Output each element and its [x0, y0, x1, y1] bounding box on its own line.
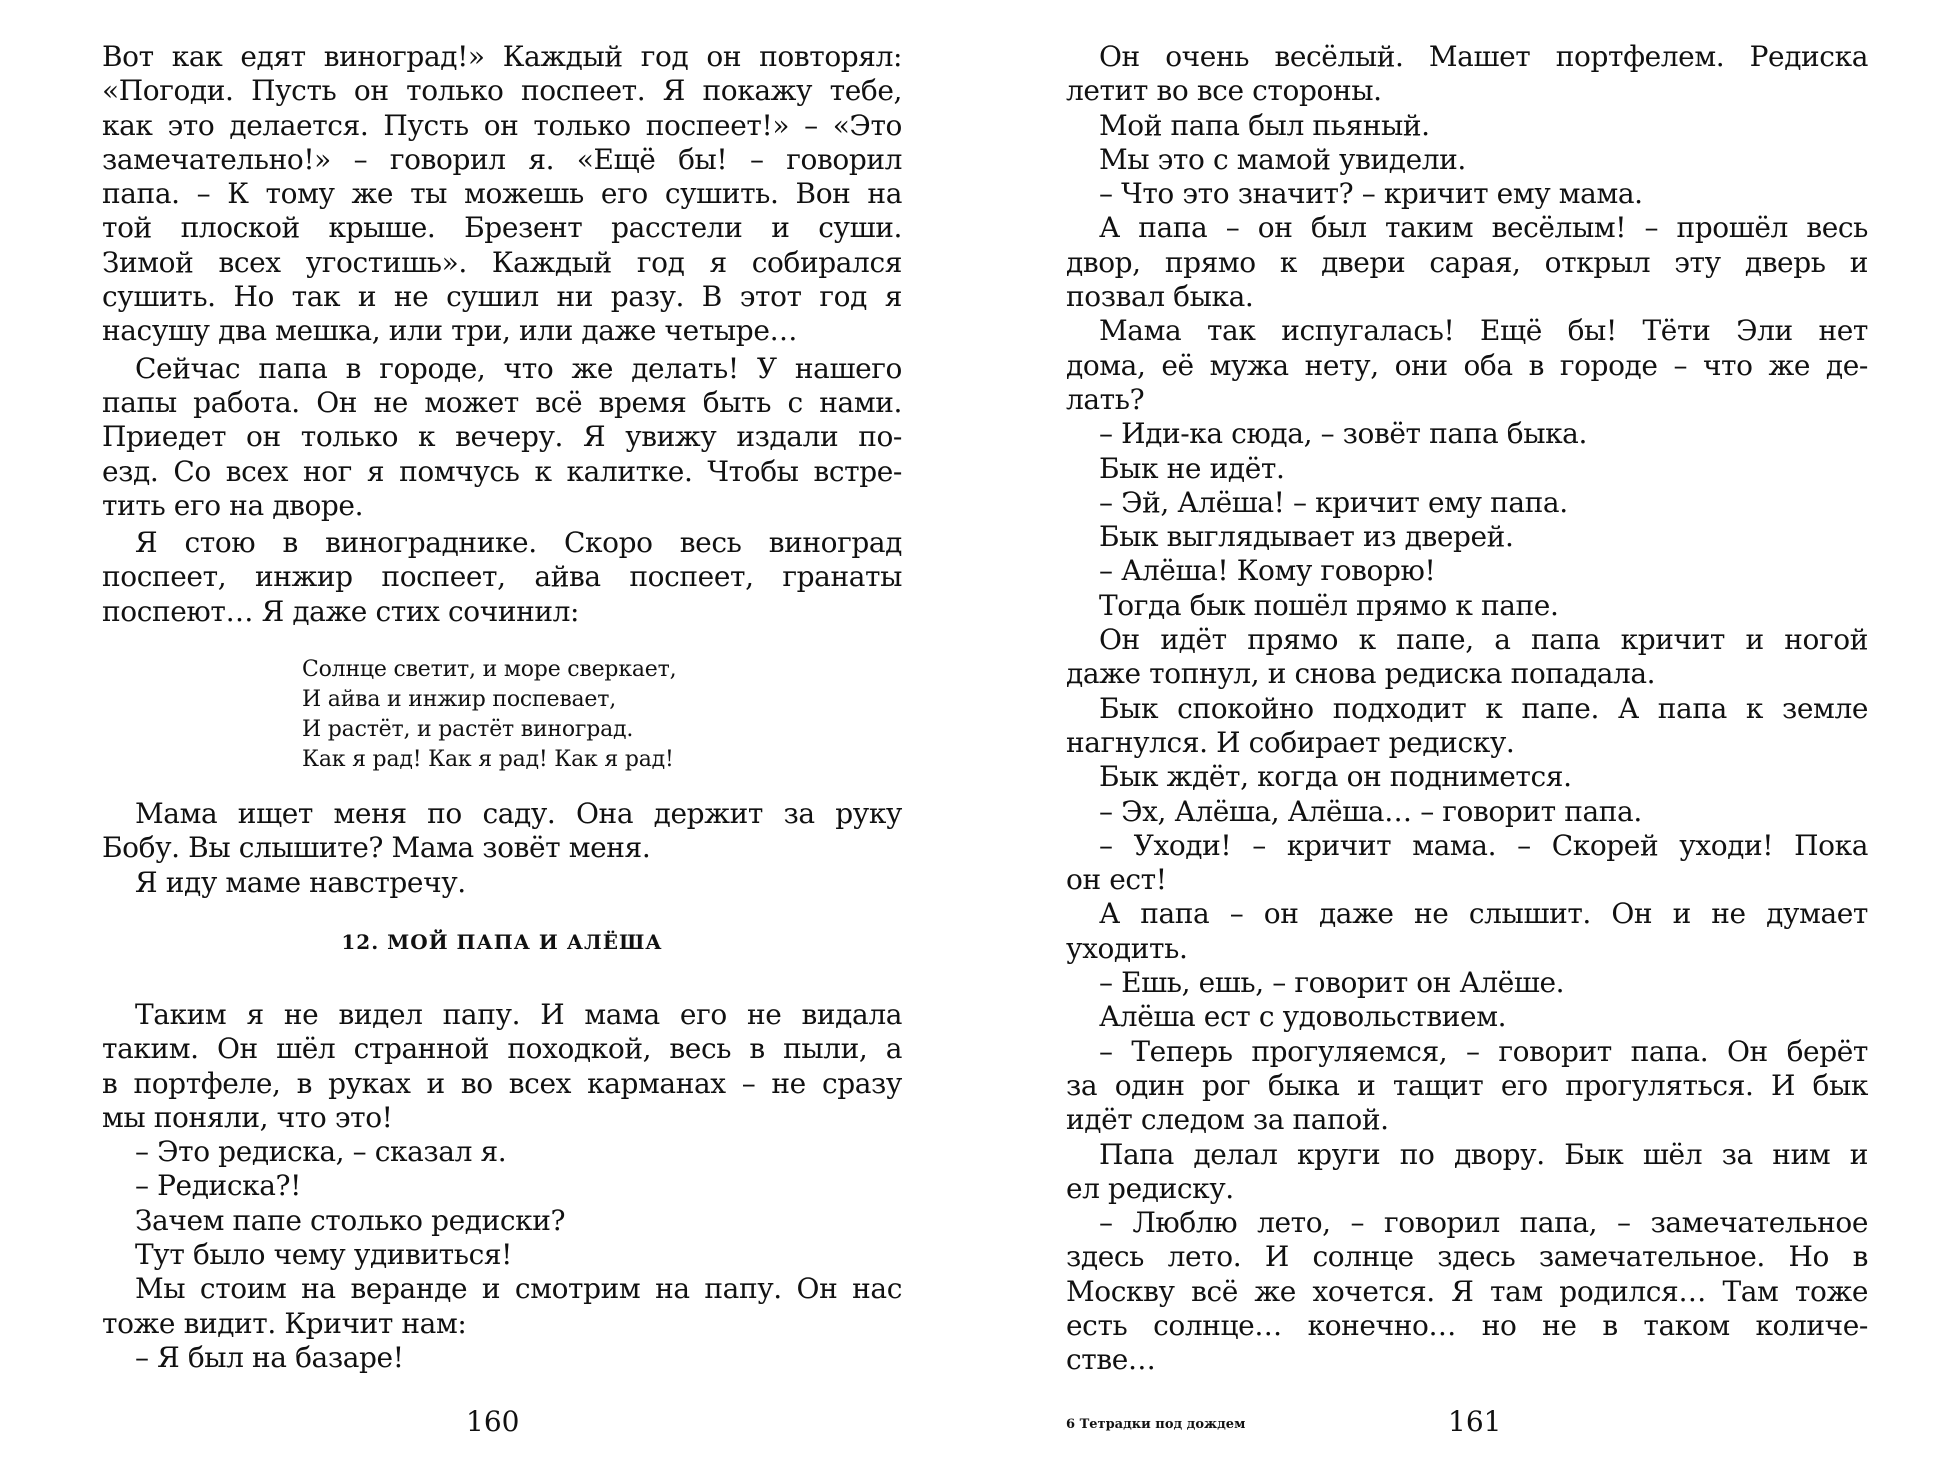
text-line: Москву всё же хочется. Я там родился… Там тоже: [1066, 1274, 1868, 1308]
text-line: Вот как едят виноград!» Каждый год он повторял:: [102, 40, 902, 73]
text-line: – Эх, Алёша, Алёша… – говорит папа.: [1099, 794, 1642, 828]
text-line: нагнулся. И собирает редиску.: [1066, 725, 1515, 759]
text-line: Зачем папе столько редиски?: [135, 1203, 566, 1237]
text-line: Сейчас папа в городе, что же делать! У нашего: [135, 351, 902, 385]
text-line: Он очень весёлый. Машет портфелем. Редиска: [1099, 40, 1868, 73]
text-line: насушу два мешка, или три, или даже четыре…: [102, 314, 798, 348]
text-line: папа. – К тому же ты можешь его сушить. Вон на: [102, 177, 902, 211]
text-line: Алёша ест с удовольствием.: [1099, 1000, 1507, 1034]
text-line: за один рог быка и тащит его прогуляться. И бык: [1066, 1068, 1868, 1102]
text-line: Папа делал круги по двору. Бык шёл за ним и: [1099, 1137, 1868, 1171]
text-line: даже топнул, и снова редиска попадала.: [1066, 657, 1656, 691]
poem: [302, 655, 902, 775]
text-line: поспеет, инжир поспеет, айва поспеет, гранаты: [102, 560, 902, 594]
text-line: Приедет он только к вечеру. Я увижу издали по-: [102, 420, 902, 454]
poem-line: Как я рад! Как я рад! Как я рад!: [302, 747, 674, 773]
text-line: замечательно!» – говорил я. «Ещё бы! – говорил: [102, 142, 902, 176]
text-line: поспеют… Я даже стих сочинил:: [102, 594, 580, 628]
text-line: в портфеле, в руках и во всех карманах – не сразу: [102, 1066, 902, 1100]
text-line: Бобу. Вы слышите? Мама зовёт меня.: [102, 831, 651, 865]
poem-line: И айва и инжир поспевает,: [302, 687, 617, 713]
text-line: Тут было чему удивиться!: [135, 1238, 512, 1272]
text-line: А папа – он был таким весёлым! – прошёл весь: [1099, 211, 1868, 245]
text-line: Мы это с мамой увидели.: [1099, 142, 1466, 176]
text-line: Бык выглядывает из дверей.: [1099, 520, 1514, 554]
text-line: лать?: [1066, 382, 1145, 416]
text-line: как это делается. Пусть он только поспеет!» – «Это: [102, 108, 902, 142]
text-line: папы работа. Он не может всё время быть с нами.: [102, 385, 902, 419]
text-line: Таким я не видел папу. И мама его не видала: [135, 997, 902, 1031]
text-line: Мы стоим на веранде и смотрим на папу. Он нас: [135, 1272, 902, 1306]
left-page: [0, 0, 970, 1483]
text-line: ел редиску.: [1066, 1171, 1234, 1205]
text-line: – Это редиска, – сказал я.: [135, 1135, 507, 1169]
text-line: Мой папа был пьяный.: [1099, 108, 1430, 142]
right-page-text: [1066, 40, 1868, 1378]
text-line: стве…: [1066, 1343, 1156, 1377]
text-line: уходить.: [1066, 931, 1188, 965]
text-line: тоже видит. Кричит нам:: [102, 1306, 467, 1340]
text-line: таким. Он шёл странной походкой, весь в пыли, а: [102, 1032, 902, 1066]
text-line: тить его на дворе.: [102, 488, 364, 522]
text-line: – Уходи! – кричит мама. – Скорей уходи! Пока: [1099, 828, 1868, 862]
text-line: Мама ищет меня по саду. Она держит за руку: [135, 797, 902, 831]
text-line: Бык не идёт.: [1099, 451, 1285, 485]
poem-line: И растёт, и растёт виноград.: [302, 717, 634, 743]
text-line: – Люблю лето, – говорил папа, – замечательное: [1099, 1206, 1868, 1240]
text-line: – Эй, Алёша! – кричит ему папа.: [1099, 485, 1568, 519]
text-line: – Алёша! Кому говорю!: [1099, 554, 1436, 588]
text-line: он ест!: [1066, 863, 1167, 897]
text-line: Он идёт прямо к папе, а папа кричит и ногой: [1099, 623, 1868, 657]
text-line: летит во все стороны.: [1066, 74, 1382, 108]
text-line: А папа – он даже не слышит. Он и не думает: [1099, 897, 1868, 931]
chapter-heading: 12. МОЙ ПАПА И АЛЁША: [341, 929, 663, 954]
text-line: – Теперь прогуляемся, – говорит папа. Он берёт: [1099, 1034, 1868, 1068]
text-line: Бык ждёт, когда он поднимется.: [1099, 760, 1572, 794]
right-page: [970, 0, 1941, 1483]
text-line: той плоской крыше. Брезент расстели и суши.: [102, 211, 902, 245]
left-page-text: [102, 40, 902, 1375]
text-line: – Я был на базаре!: [135, 1340, 404, 1374]
text-line: Я иду маме навстречу.: [135, 865, 466, 899]
text-line: мы поняли, что это!: [102, 1100, 393, 1134]
text-line: езд. Со всех ног я помчусь к калитке. Чтобы встре-: [102, 454, 902, 488]
text-line: идёт следом за папой.: [1066, 1103, 1389, 1137]
text-line: позвал быка.: [1066, 280, 1254, 314]
text-line: «Погоди. Пусть он только поспеет. Я покажу тебе,: [102, 74, 902, 108]
signature-mark: 6 Тетрадки под дождем: [1066, 1417, 1246, 1432]
page-number: 161: [1448, 1405, 1502, 1438]
text-line: дома, её мужа нету, они оба в городе – что же де-: [1066, 348, 1868, 382]
text-line: сушить. Но так и не сушил ни разу. В этот год я: [102, 280, 902, 314]
text-line: двор, прямо к двери сарая, открыл эту дверь и: [1066, 245, 1868, 279]
poem-line: Солнце светит, и море сверкает,: [302, 657, 677, 683]
text-line: Зимой всех угостишь». Каждый год я собирался: [102, 245, 902, 279]
text-line: Тогда бык пошёл прямо к папе.: [1099, 588, 1559, 622]
text-line: – Что это значит? – кричит ему мама.: [1099, 177, 1643, 211]
text-line: Я стою в винограднике. Скоро весь виноград: [135, 526, 902, 560]
page-number: 160: [466, 1405, 520, 1438]
text-line: есть солнце… конечно… но не в таком количе-: [1066, 1308, 1868, 1342]
text-line: здесь лето. И солнце здесь замечательное. Но в: [1066, 1240, 1868, 1274]
text-line: – Ешь, ешь, – говорит он Алёше.: [1099, 966, 1565, 1000]
text-line: – Редиска?!: [135, 1169, 301, 1203]
text-line: Мама так испугалась! Ещё бы! Тёти Эли нет: [1099, 314, 1868, 348]
text-line: Бык спокойно подходит к папе. А папа к земле: [1099, 691, 1868, 725]
text-line: – Иди-ка сюда, – зовёт папа быка.: [1099, 417, 1587, 451]
